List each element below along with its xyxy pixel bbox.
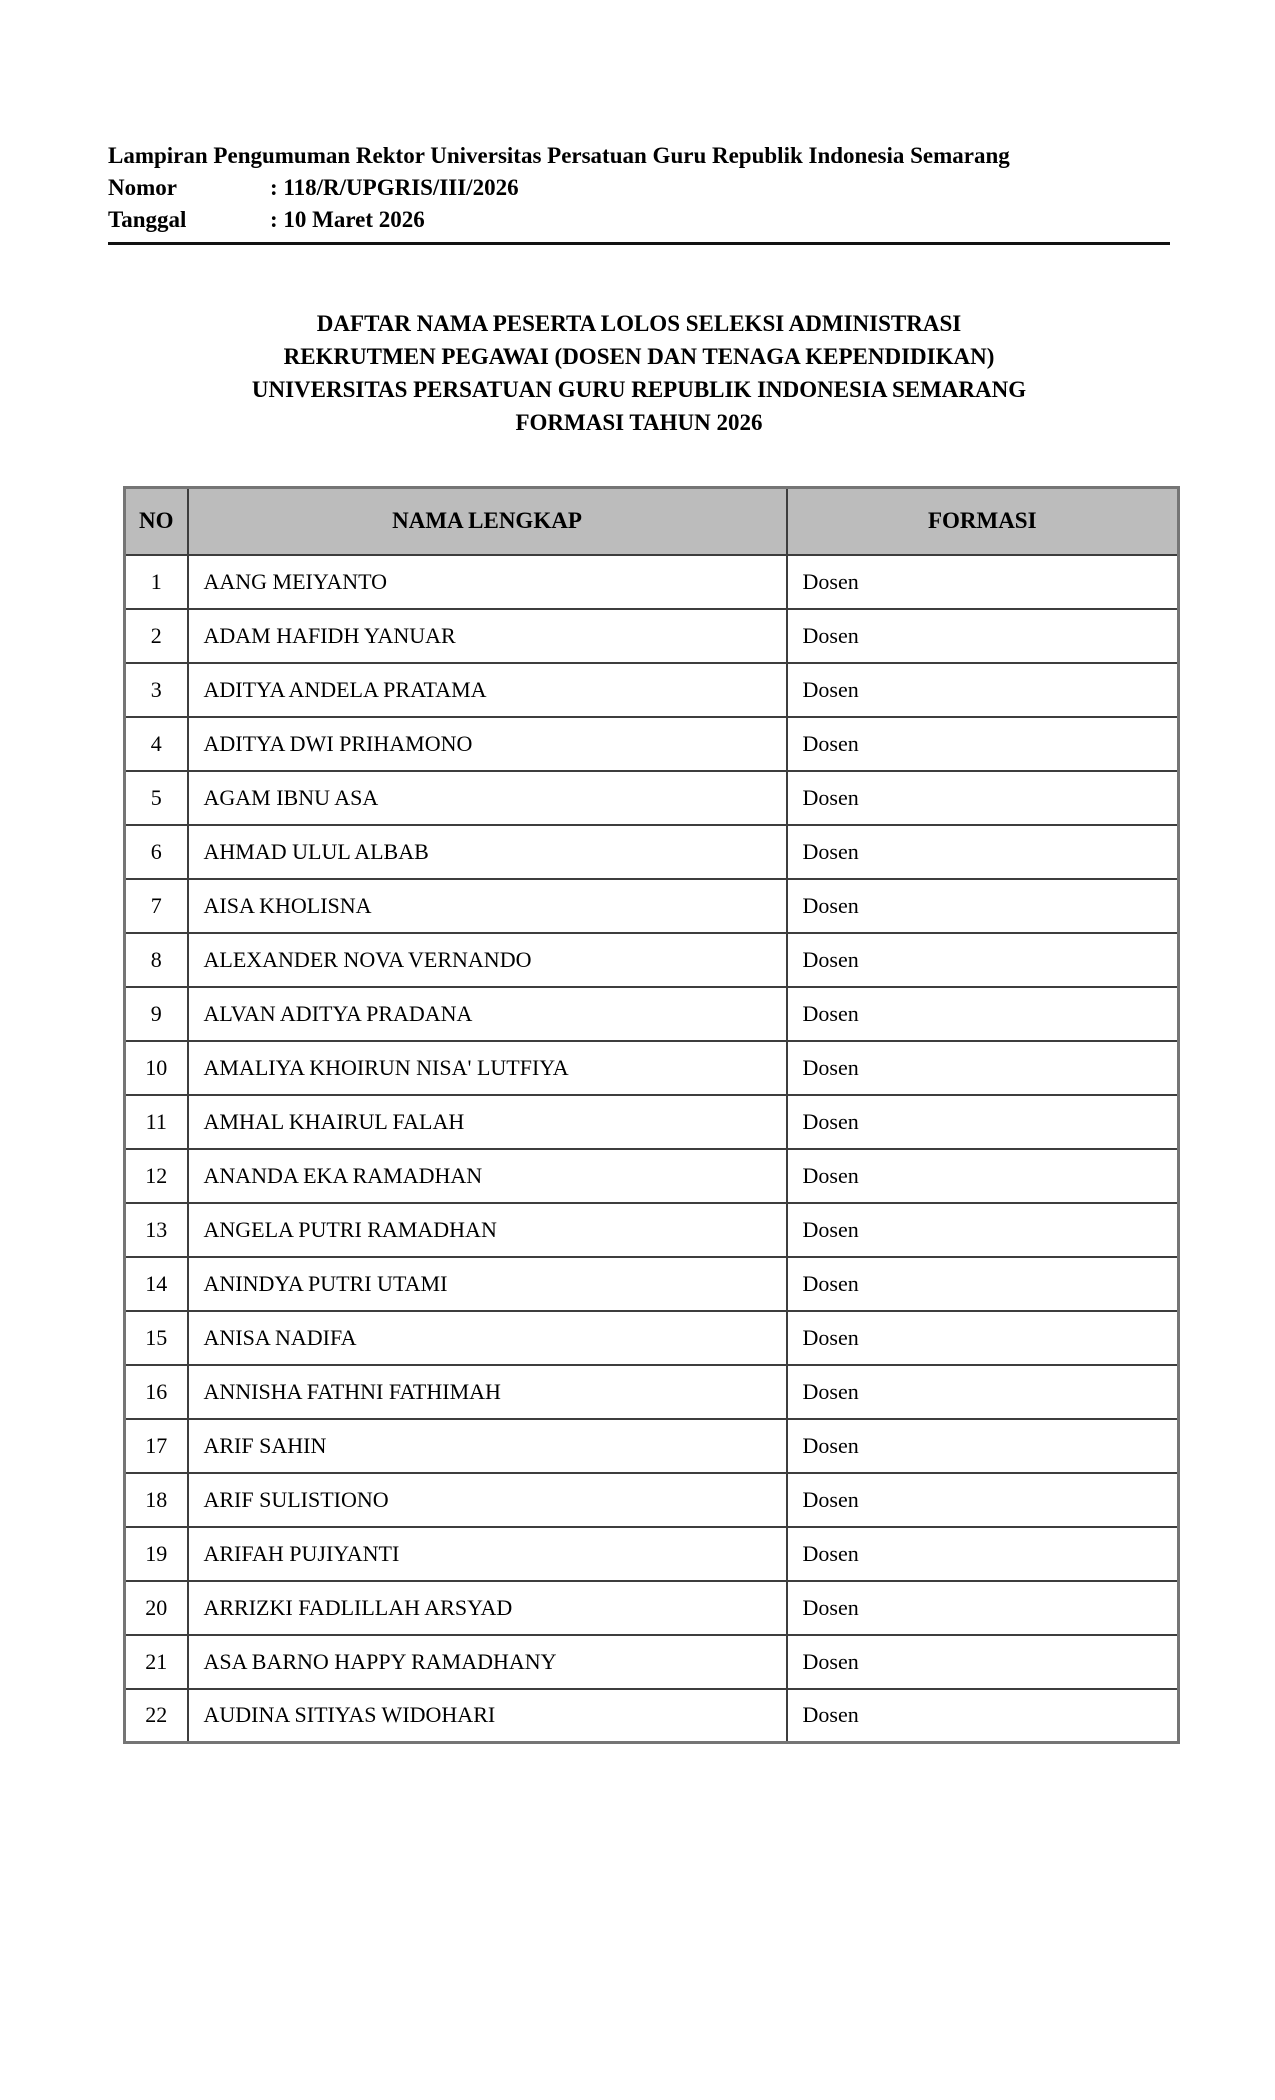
table-row [125, 609, 1179, 663]
table-header-row [125, 488, 1179, 555]
cell-formasi: Dosen [787, 987, 1179, 1041]
nomor-value: : 118/R/UPGRIS/III/2026 [270, 175, 519, 200]
cell-no: 10 [125, 1041, 188, 1095]
cell-nama: AUDINA SITIYAS WIDOHARI [188, 1689, 787, 1743]
cell-no: 13 [125, 1203, 188, 1257]
cell-nama: ANANDA EKA RAMADHAN [188, 1149, 787, 1203]
letterhead-tanggal-row [108, 204, 1170, 236]
cell-no: 4 [125, 717, 188, 771]
table-row [125, 1365, 1179, 1419]
cell-nama: ARRIZKI FADLILLAH ARSYAD [188, 1581, 787, 1635]
column-header-no: NO [125, 488, 188, 555]
cell-nama: AMHAL KHAIRUL FALAH [188, 1095, 787, 1149]
cell-no: 21 [125, 1635, 188, 1689]
column-header-nama-lengkap: NAMA LENGKAP [188, 488, 787, 555]
table-row [125, 933, 1179, 987]
cell-nama: ADITYA ANDELA PRATAMA [188, 663, 787, 717]
cell-no: 6 [125, 825, 188, 879]
cell-no: 16 [125, 1365, 188, 1419]
cell-formasi: Dosen [787, 555, 1179, 609]
table-row [125, 663, 1179, 717]
title-line-2: REKRUTMEN PEGAWAI (DOSEN DAN TENAGA KEPENDIDIKAN) [283, 344, 995, 369]
cell-formasi: Dosen [787, 1365, 1179, 1419]
title-line-4: FORMASI TAHUN 2026 [515, 410, 763, 435]
cell-no: 15 [125, 1311, 188, 1365]
cell-no: 20 [125, 1581, 188, 1635]
cell-no: 1 [125, 555, 188, 609]
tanggal-value: : 10 Maret 2026 [270, 207, 425, 232]
table-row [125, 1635, 1179, 1689]
letterhead [108, 140, 1170, 236]
cell-no: 2 [125, 609, 188, 663]
title-line-3: UNIVERSITAS PERSATUAN GURU REPUBLIK INDONESIA SEMARANG [251, 377, 1027, 402]
cell-nama: AMALIYA KHOIRUN NISA' LUTFIYA [188, 1041, 787, 1095]
cell-nama: ADAM HAFIDH YANUAR [188, 609, 787, 663]
cell-nama: ALEXANDER NOVA VERNANDO [188, 933, 787, 987]
cell-formasi: Dosen [787, 1257, 1179, 1311]
cell-nama: AGAM IBNU ASA [188, 771, 787, 825]
tanggal-label: Tanggal [108, 207, 187, 232]
cell-formasi: Dosen [787, 1527, 1179, 1581]
roster-table [123, 486, 1180, 1744]
cell-nama: ANISA NADIFA [188, 1311, 787, 1365]
cell-formasi: Dosen [787, 1635, 1179, 1689]
cell-no: 14 [125, 1257, 188, 1311]
cell-formasi: Dosen [787, 1203, 1179, 1257]
column-header-formasi: FORMASI [787, 488, 1179, 555]
cell-formasi: Dosen [787, 825, 1179, 879]
letterhead-nomor-row [108, 172, 1170, 204]
horizontal-rule [108, 242, 1170, 245]
cell-no: 7 [125, 879, 188, 933]
table-row [125, 825, 1179, 879]
cell-no: 17 [125, 1419, 188, 1473]
cell-nama: ARIFAH PUJIYANTI [188, 1527, 787, 1581]
cell-no: 19 [125, 1527, 188, 1581]
table-row [125, 987, 1179, 1041]
title-line-1: DAFTAR NAMA PESERTA LOLOS SELEKSI ADMINISTRASI [316, 311, 962, 336]
cell-formasi: Dosen [787, 879, 1179, 933]
table-row [125, 555, 1179, 609]
cell-no: 8 [125, 933, 188, 987]
cell-formasi: Dosen [787, 933, 1179, 987]
cell-no: 11 [125, 1095, 188, 1149]
table-row [125, 1203, 1179, 1257]
cell-nama: ANGELA PUTRI RAMADHAN [188, 1203, 787, 1257]
cell-formasi: Dosen [787, 609, 1179, 663]
table-row [125, 1149, 1179, 1203]
cell-nama: AISA KHOLISNA [188, 879, 787, 933]
letterhead-title: Lampiran Pengumuman Rektor Universitas Persatuan Guru Republik Indonesia Semarang [108, 143, 1010, 168]
cell-formasi: Dosen [787, 1149, 1179, 1203]
cell-formasi: Dosen [787, 663, 1179, 717]
cell-nama: AHMAD ULUL ALBAB [188, 825, 787, 879]
table-row [125, 879, 1179, 933]
cell-no: 18 [125, 1473, 188, 1527]
nomor-label: Nomor [108, 175, 177, 200]
table-row [125, 1473, 1179, 1527]
table-row [125, 1419, 1179, 1473]
cell-nama: ARIF SULISTIONO [188, 1473, 787, 1527]
cell-no: 3 [125, 663, 188, 717]
cell-formasi: Dosen [787, 1689, 1179, 1743]
table-row [125, 1689, 1179, 1743]
cell-nama: AANG MEIYANTO [188, 555, 787, 609]
cell-nama: ADITYA DWI PRIHAMONO [188, 717, 787, 771]
cell-nama: ASA BARNO HAPPY RAMADHANY [188, 1635, 787, 1689]
cell-formasi: Dosen [787, 1473, 1179, 1527]
table-row [125, 1581, 1179, 1635]
table-row [125, 1527, 1179, 1581]
cell-formasi: Dosen [787, 1581, 1179, 1635]
cell-formasi: Dosen [787, 717, 1179, 771]
cell-formasi: Dosen [787, 771, 1179, 825]
table-row [125, 771, 1179, 825]
cell-nama: ANINDYA PUTRI UTAMI [188, 1257, 787, 1311]
cell-formasi: Dosen [787, 1041, 1179, 1095]
cell-formasi: Dosen [787, 1095, 1179, 1149]
table-row [125, 1311, 1179, 1365]
cell-nama: ALVAN ADITYA PRADANA [188, 987, 787, 1041]
cell-no: 22 [125, 1689, 188, 1743]
cell-no: 5 [125, 771, 188, 825]
table-row [125, 1041, 1179, 1095]
cell-nama: ARIF SAHIN [188, 1419, 787, 1473]
table-row [125, 717, 1179, 771]
cell-no: 12 [125, 1149, 188, 1203]
cell-no: 9 [125, 987, 188, 1041]
cell-formasi: Dosen [787, 1419, 1179, 1473]
cell-nama: ANNISHA FATHNI FATHIMAH [188, 1365, 787, 1419]
cell-formasi: Dosen [787, 1311, 1179, 1365]
table-row [125, 1095, 1179, 1149]
document-title [108, 307, 1170, 439]
table-row [125, 1257, 1179, 1311]
